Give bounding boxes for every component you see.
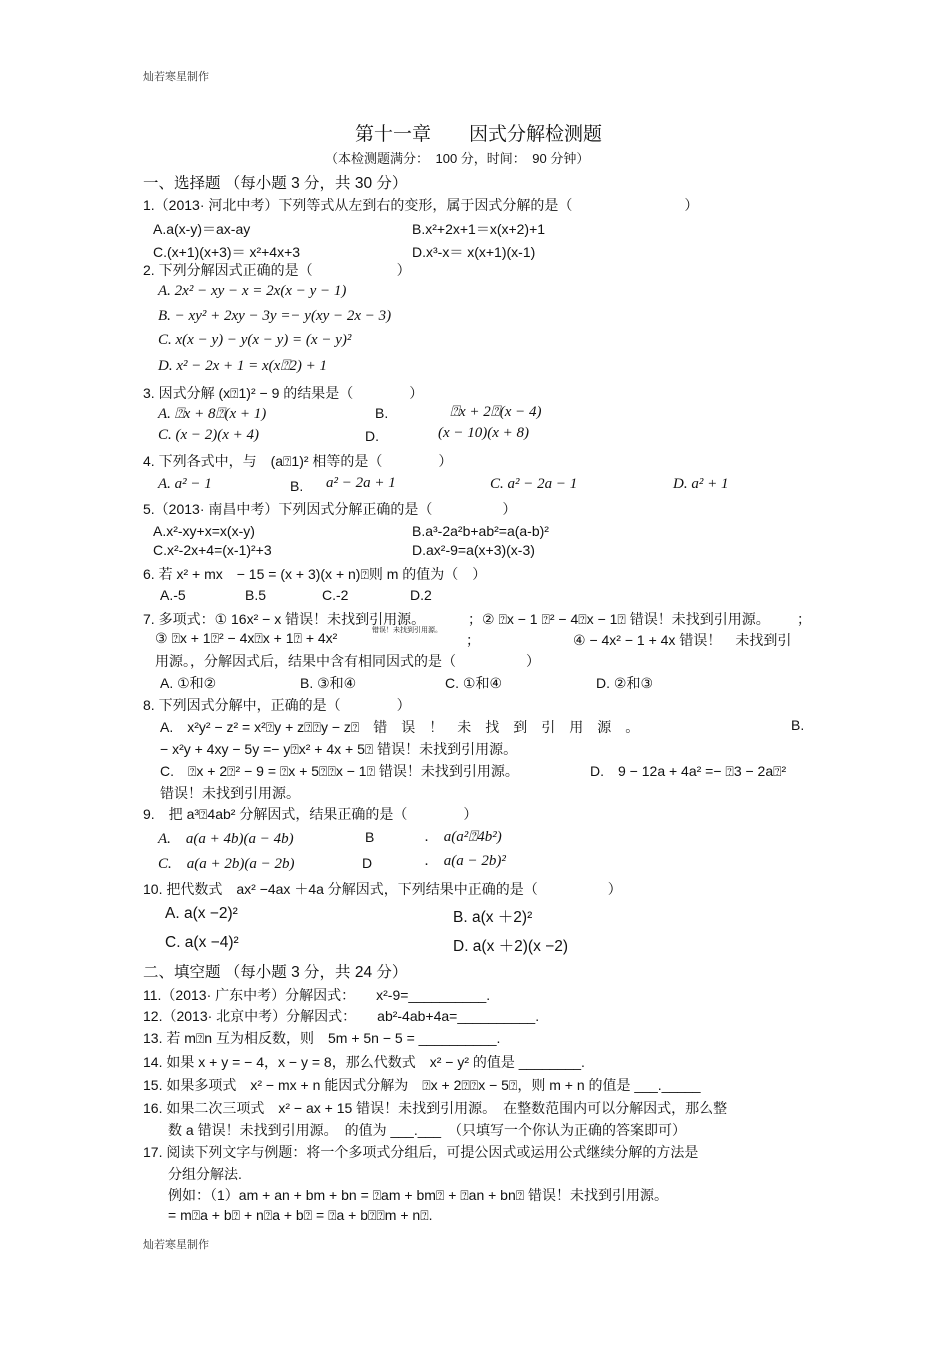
question-10: 10. 把代数式 ax² −4ax ＋4a 分解因式，下列结果中正确的是（ ）: [143, 881, 622, 897]
page-subtitle: （本检测题满分： 100 分，时间： 90 分钟）: [325, 151, 590, 166]
question-15: 15. 如果多项式 x² − mx + n 能因式分解为 ⍰x + 2⍰⍰x − 5⍰，则 m + n 的值是 ___._____: [143, 1077, 701, 1093]
q6-option-a: A.-5: [160, 587, 186, 603]
q7-option-d: D. ②和③: [596, 675, 653, 691]
question-8: 8. 下列因式分解中，正确的是（ ）: [143, 697, 411, 713]
question-7-line-2b: ；: [466, 632, 480, 648]
question-1: 1.（2013· 河北中考）下列等式从左到右的变形，属于因式分解的是（ ）: [143, 197, 699, 213]
q9-option-d-label: D: [362, 855, 373, 871]
question-17-line-3: 例如：（1）am + an + bm + bn = ⍰am + bm⍰ + ⍰an + bn⍰ 错误！未找到引用源。: [168, 1187, 669, 1203]
q4-option-b: a² − 2a + 1: [326, 475, 396, 491]
question-2: 2. 下列分解因式正确的是（ ）: [143, 262, 411, 278]
q3-option-a: A. ⍰x + 8⍰(x + 1): [158, 406, 267, 422]
question-6: 6. 若 x² + mx − 15 = (x + 3)(x + n)⍰则 m 的值为（ ）: [143, 566, 487, 582]
q3-option-b: ⍰x + 2⍰(x − 4): [450, 404, 542, 420]
q1-option-d: D.x³-x＝ x(x+1)(x-1): [412, 244, 536, 260]
question-7-line-2a: ③ ⍰x + 1⍰² − 4x⍰x + 1⍰ + 4x²: [155, 630, 338, 646]
q1-option-c: C.(x+1)(x+3)＝ x²+4x+3: [153, 244, 301, 260]
q5-option-c: C.x²-2x+4=(x-1)²+3: [153, 542, 272, 558]
q1-option-a: A.a(x-y)＝ax-ay: [153, 221, 251, 237]
question-9: 9. 把 a³⍰4ab² 分解因式，结果正确的是（ ）: [143, 806, 478, 822]
q10-option-d: D. a(x ＋2)(x −2): [453, 938, 568, 955]
q1-option-b: B.x²+2x+1＝x(x+2)+1: [412, 221, 546, 237]
q5-option-b: B.a³-2a²b+ab²=a(a-b)²: [412, 523, 549, 539]
question-7-line-1b: ；② ⍰x − 1 ⍰² − 4⍰x − 1⍰ 错误！未找到引用源。: [468, 611, 770, 627]
question-7-line-1c: ；: [797, 611, 811, 627]
q9-option-b: . a(a²⍰4b²): [425, 829, 502, 845]
question-7-line-3: 用源。，分解因式后，结果中含有相同因式的是（ ）: [155, 653, 540, 669]
q10-option-c: C. a(x −4)²: [165, 934, 239, 951]
question-17-line-1: 17. 阅读下列文字与例题：将一个多项式分组后，可提公因式或运用公式继续分解的方法是: [143, 1144, 699, 1160]
q5-option-a: A.x²-xy+x=x(x-y): [153, 523, 255, 539]
q10-option-b: B. a(x ＋2)²: [453, 909, 533, 926]
q5-option-d: D.ax²-9=a(x+3)(x-3): [412, 542, 535, 558]
q8-option-a: A. x²y² − z² = x²⍰y + z⍰⍰y − z⍰ 错 误 ！ 未 找 到 引 用 源 。: [160, 719, 640, 735]
q9-option-b-label: B: [365, 829, 375, 845]
q6-option-d: D.2: [410, 587, 432, 603]
question-3: 3. 因式分解 (x⍰1)² − 9 的结果是（ ）: [143, 385, 424, 401]
question-13: 13. 若 m⍰n 互为相反数，则 5m + 5n − 5 = __________.: [143, 1030, 501, 1046]
q8-option-b: − x²y + 4xy − 5y =− y⍰x² + 4x + 5⍰ 错误！未找到引用源。: [160, 741, 518, 757]
q3-option-c: C. (x − 2)(x + 4): [158, 427, 260, 443]
section-choice-heading: 一、选择题 （每小题 3 分，共 30 分）: [143, 175, 408, 192]
question-7-line-1a: 7. 多项式：① 16x² − x 错误！未找到引用源。: [143, 611, 426, 627]
question-7-line-2-small: 错误！未找到引用源。: [372, 627, 442, 634]
q8-option-b-label: B.: [791, 717, 805, 733]
question-4: 4. 下列各式中，与 (a⍰1)² 相等的是（ ）: [143, 453, 453, 469]
q2-option-a: A. 2x² − xy − x = 2x(x − y − 1): [158, 283, 347, 299]
question-12: 12.（2013· 北京中考）分解因式： ab²-4ab+4a=__________.: [143, 1008, 540, 1024]
q9-option-c: C. a(a + 2b)(a − 2b): [158, 856, 295, 872]
q6-option-b: B.5: [245, 587, 267, 603]
question-7-line-2c: ④ − 4x² − 1 + 4x 错误！ 未找到引: [573, 632, 792, 648]
question-17-line-4: = m⍰a + b⍰ + n⍰a + b⍰ = ⍰a + b⍰⍰m + n⍰.: [168, 1207, 433, 1223]
page-header: 灿若寒星制作: [143, 71, 209, 83]
q9-option-d: . a(a − 2b)²: [425, 853, 506, 869]
q8-option-d-note: 错误！未找到引用源。: [160, 785, 300, 801]
q2-option-b: B. − xy² + 2xy − 3y =− y(xy − 2x − 3): [158, 308, 392, 324]
q4-option-b-label: B.: [290, 478, 304, 494]
q3-option-d: (x − 10)(x + 8): [438, 425, 530, 441]
q4-option-c: C. a² − 2a − 1: [490, 476, 578, 492]
question-11: 11.（2013· 广东中考）分解因式： x²-9=__________.: [143, 987, 491, 1003]
question-5: 5.（2013· 南昌中考）下列因式分解正确的是（ ）: [143, 501, 517, 517]
question-14: 14. 如果 x + y = − 4，x − y = 8，那么代数式 x² − y² 的值是 ________.: [143, 1054, 585, 1070]
q9-option-a: A. a(a + 4b)(a − 4b): [158, 831, 294, 847]
section-fill-heading: 二、填空题 （每小题 3 分，共 24 分）: [143, 964, 408, 981]
page-footer: 灿若寒星制作: [143, 1239, 209, 1251]
q4-option-d: D. a² + 1: [673, 476, 729, 492]
q10-option-a: A. a(x −2)²: [165, 905, 238, 922]
q6-option-c: C.-2: [322, 587, 349, 603]
q2-option-d: D. x² − 2x + 1 = x(x⍰2) + 1: [158, 358, 327, 374]
q3-option-b-label: B.: [375, 405, 389, 421]
q8-option-d: D. 9 − 12a + 4a² =− ⍰3 − 2a⍰²: [590, 763, 787, 779]
q7-option-a: A. ①和②: [160, 675, 217, 691]
q3-option-d-label: D.: [365, 428, 379, 444]
q8-option-c: C. ⍰x + 2⍰² − 9 = ⍰x + 5⍰⍰x − 1⍰ 错误！未找到引用源。: [160, 763, 519, 779]
q2-option-c: C. x(x − y) − y(x − y) = (x − y)²: [158, 332, 352, 348]
q7-option-b: B. ③和④: [300, 675, 357, 691]
q7-option-c: C. ①和④: [445, 675, 502, 691]
page-title: 第十一章 因式分解检测题: [355, 124, 603, 145]
question-16-line-1: 16. 如果二次三项式 x² − ax + 15 错误！未找到引用源。 在整数范围内可以分解因式，那么整: [143, 1100, 728, 1116]
question-16-line-2: 数 a 错误！未找到引用源。 的值为 ___.___ （只填写一个你认为正确的答案即可）: [168, 1122, 687, 1138]
question-17-line-2: 分组分解法.: [168, 1166, 242, 1182]
q4-option-a: A. a² − 1: [158, 476, 212, 492]
